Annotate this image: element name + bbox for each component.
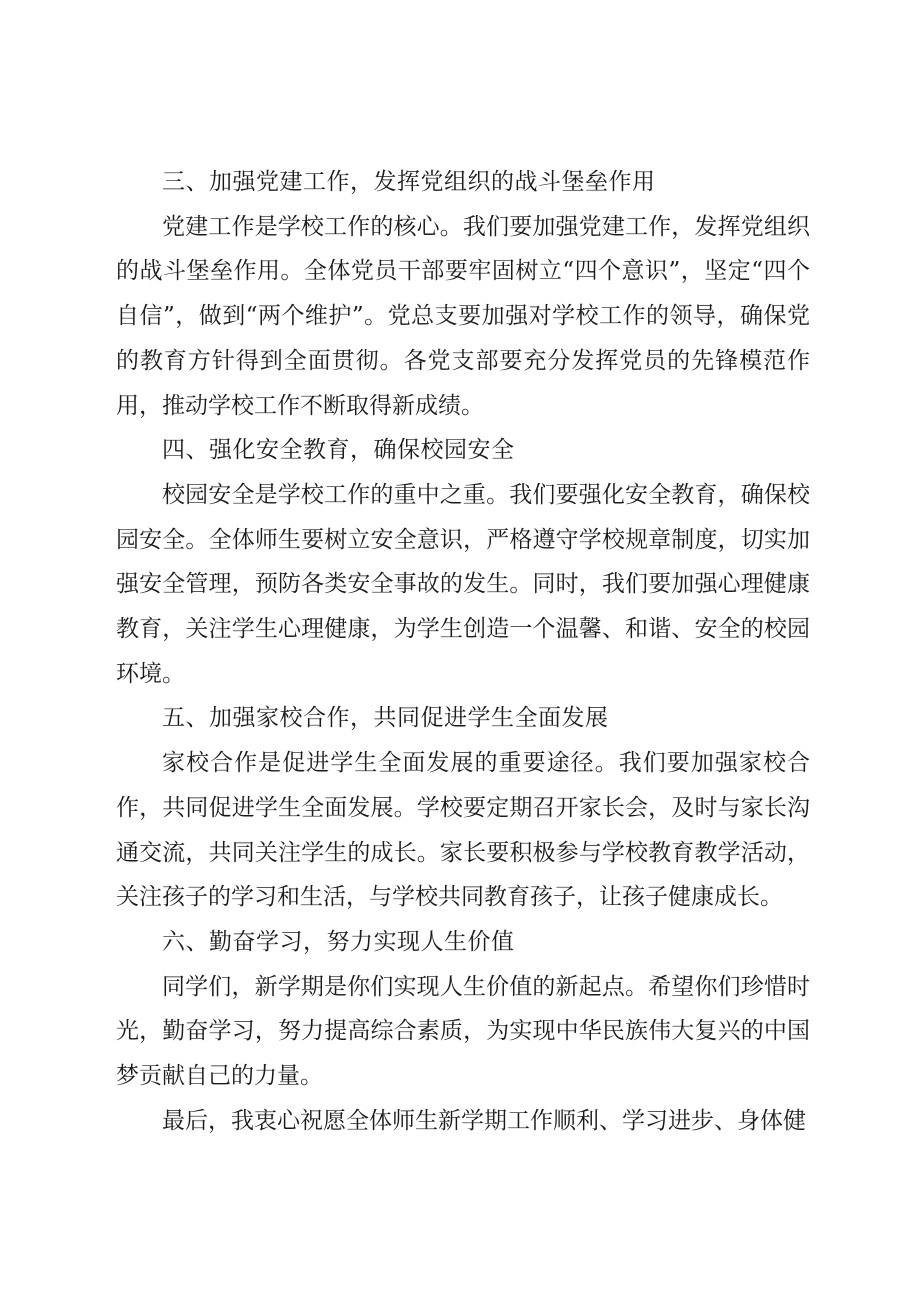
- section-heading-party-building: 三、加强党建工作，发挥党组织的战斗堡垒作用: [162, 169, 656, 195]
- document-body: [116, 160, 810, 1143]
- paragraph-closing: 最后，我衷心祝愿全体师生新学期工作顺利、学习进步、身体健: [162, 1107, 806, 1134]
- paragraph-safety: 校园安全是学校工作的重中之重。我们要强化安全教育，确保校园安全。全体师生要树立安全意识，严格遵守学校规章制度，切实加强安全管理，预防各类安全事故的发生。同时，我们要加强心理健康教育，关注学生心理健康，为学生创造一个温馨、和谐、安全的校园环境。: [116, 481, 810, 687]
- paragraph-party-building: 党建工作是学校工作的核心。我们要加强党建工作，发挥党组织的战斗堡垒作用。全体党员干部要牢固树立“四个意识”，坚定“四个自信”，做到“两个维护”。党总支要加强对学校工作的领导，确保党的教育方针得到全面贯彻。各党支部要充分发挥党员的先锋模范作用，推动学校工作不断取得新成绩。: [116, 213, 810, 419]
- section-heading-safety: 四、强化安全教育，确保校园安全: [162, 437, 515, 464]
- paragraph-home-school: 家校合作是促进学生全面发展的重要途径。我们要加强家校合作，共同促进学生全面发展。学校要定期召开家长会，及时与家长沟通交流，共同关注学生的成长。家长要积极参与学校教育教学活动，关注孩子的学习和生活，与学校共同教育孩子，让孩子健康成长。: [116, 750, 810, 911]
- section-heading-study: 六、勤奋学习，努力实现人生价值: [162, 928, 515, 955]
- section-heading-home-school: 五、加强家校合作，共同促进学生全面发展: [162, 705, 609, 732]
- paragraph-study: 同学们，新学期是你们实现人生价值的新起点。希望你们珍惜时光，勤奋学习，努力提高综合素质，为实现中华民族伟大复兴的中国梦贡献自己的力量。: [116, 973, 810, 1090]
